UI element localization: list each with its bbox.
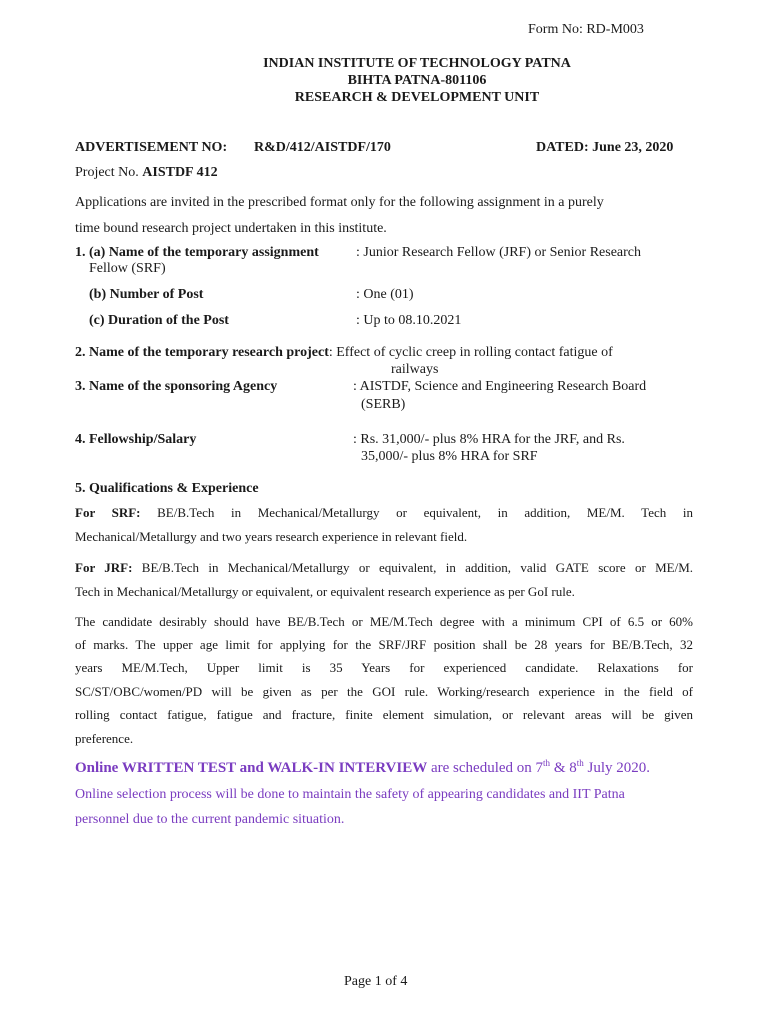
jrf-line-2: Tech in Mechanical/Metallurgy or equivalent, or equivalent research experience as per GoI rule. <box>75 584 575 599</box>
item3-value: : AISTDF, Science and Engineering Research Board <box>353 379 647 394</box>
sup-th-2: th <box>576 758 584 768</box>
item3-value-cont: (SERB) <box>361 397 406 412</box>
form-number: Form No: RD-M003 <box>528 22 644 37</box>
project-number: AISTDF 412 <box>142 165 218 180</box>
interview-amp: & 8 <box>553 760 577 776</box>
srf-line-1 <box>75 505 693 521</box>
item2-line <box>75 345 613 361</box>
item2-label: 2. Name of the temporary research project <box>75 345 329 360</box>
item1b-label: (b) Number of Post <box>89 287 204 302</box>
jrf-text-1: BE/B.Tech in Mechanical/Metallurgy or equivalent, in addition, valid GATE score or ME/M. <box>141 560 694 575</box>
institute-address: BIHTA PATNA-801106 <box>347 73 487 88</box>
item1a-value-cont: Fellow (SRF) <box>89 261 166 276</box>
para-line-4: SC/ST/OBC/women/PD will be given as per the GOI rule. Working/research experience in the field of <box>75 684 693 699</box>
advertisement-number: R&D/412/AISTDF/170 <box>254 140 391 155</box>
project-number-line <box>75 165 218 181</box>
item1a-label: 1. (a) Name of the temporary assignment <box>75 245 319 260</box>
interview-notice-line-1 <box>75 760 650 777</box>
page-number: Page 1 of 4 <box>344 974 408 989</box>
item4-label: 4. Fellowship/Salary <box>75 432 197 447</box>
qualifications-heading: 5. Qualifications & Experience <box>75 481 259 496</box>
unit-name: RESEARCH & DEVELOPMENT UNIT <box>294 90 540 105</box>
intro-line-2: time bound research project undertaken in this institute. <box>75 221 387 236</box>
item3-label: 3. Name of the sponsoring Agency <box>75 379 278 394</box>
advertisement-label: ADVERTISEMENT NO: <box>75 140 228 155</box>
interview-notice-line-3: personnel due to the current pandemic situation. <box>75 812 345 827</box>
para-line-2: of marks. The upper age limit for applying for the SRF/JRF position shall be 28 years for BE/B.Tech, 32 <box>75 637 693 652</box>
item1a-value: : Junior Research Fellow (JRF) or Senior Research <box>356 245 641 260</box>
para-line-1: The candidate desirably should have BE/B.Tech or ME/M.Tech degree with a minimum CPI of 6.5 or 60% <box>75 614 693 629</box>
institute-name: INDIAN INSTITUTE OF TECHNOLOGY PATNA <box>263 56 571 71</box>
item4-value-cont: 35,000/- plus 8% HRA for SRF <box>361 449 538 464</box>
para-line-5: rolling contact fatigue, fatigue and fracture, finite element simulation, or relevant areas will be given <box>75 707 693 722</box>
jrf-label: For JRF: <box>75 560 133 575</box>
jrf-line-1 <box>75 560 693 576</box>
para-line-6: preference. <box>75 731 134 746</box>
interview-end: July 2020. <box>587 760 651 776</box>
srf-line-2: Mechanical/Metallurgy and two years research experience in relevant field. <box>75 529 468 544</box>
interview-notice-bold: Online WRITTEN TEST and WALK-IN INTERVIEW <box>75 760 428 776</box>
para-line-3: years ME/M.Tech, Upper limit is 35 Years for experienced candidate. Relaxations for <box>75 660 693 675</box>
project-label: Project No. <box>75 165 139 180</box>
item4-value: : Rs. 31,000/- plus 8% HRA for the JRF, and Rs. <box>353 432 625 447</box>
interview-notice-line-2: Online selection process will be done to maintain the safety of appearing candidates and IIT Patna <box>75 787 625 802</box>
sup-th-1: th <box>543 758 551 768</box>
srf-text-1: BE/B.Tech in Mechanical/Metallurgy or equivalent, in addition, ME/M. Tech in <box>157 505 693 520</box>
item2-value: : Effect of cyclic creep in rolling contact fatigue of <box>328 345 613 360</box>
item1b-value: : One (01) <box>356 287 414 302</box>
intro-line-1: Applications are invited in the prescribed format only for the following assignment in a purely <box>75 195 604 210</box>
item2-value-cont: railways <box>391 362 439 377</box>
srf-label: For SRF: <box>75 505 141 520</box>
advertisement-date: DATED: June 23, 2020 <box>536 140 674 155</box>
item1c-label: (c) Duration of the Post <box>89 313 229 328</box>
interview-sched-text: are scheduled on 7 <box>431 760 544 776</box>
item1c-value: : Up to 08.10.2021 <box>356 313 462 328</box>
